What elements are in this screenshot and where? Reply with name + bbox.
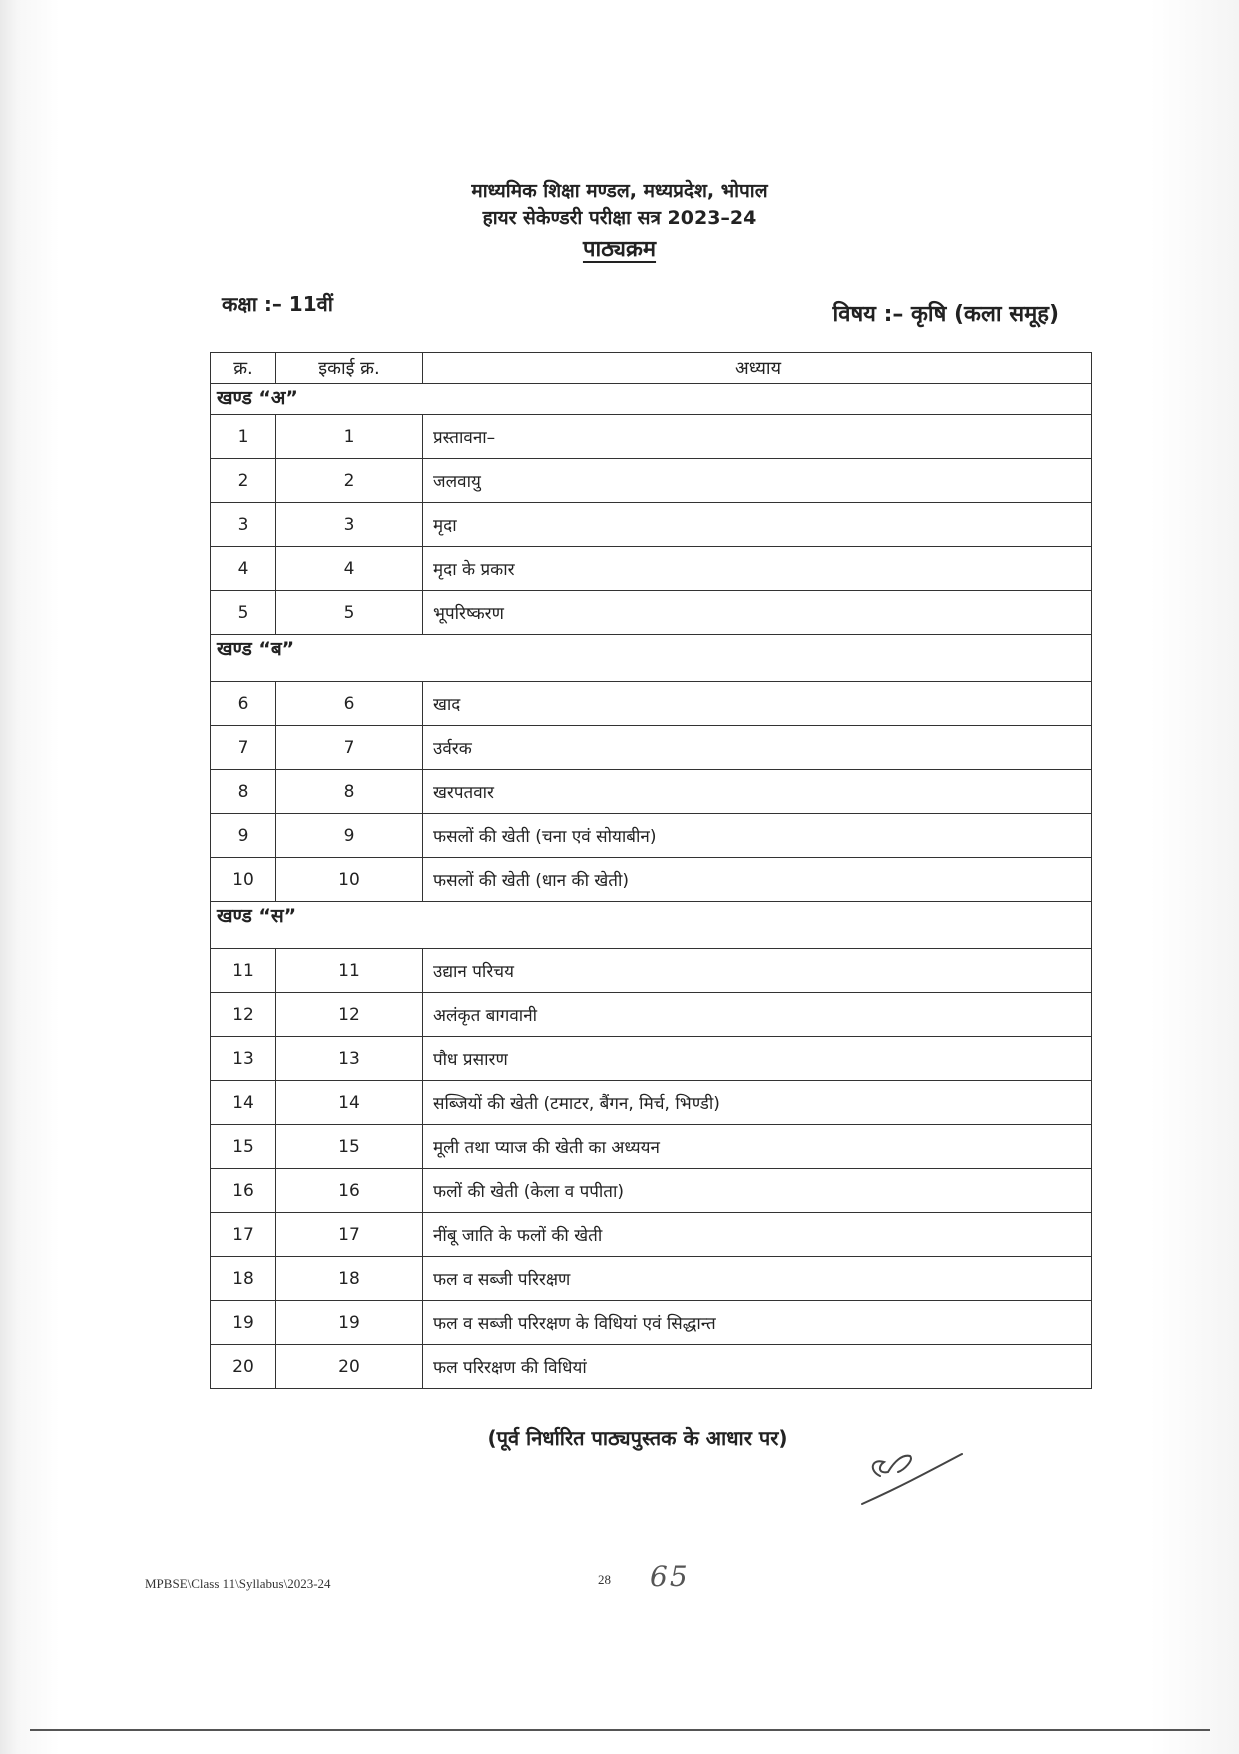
- cell-chapter: प्रस्तावना–: [423, 415, 1092, 459]
- class-label: कक्षा :– 11वीं: [222, 292, 333, 316]
- table-row: [211, 503, 1092, 547]
- cell-serial: 16: [211, 1169, 276, 1213]
- table-row: [211, 1301, 1092, 1345]
- cell-chapter: पौध प्रसारण: [423, 1037, 1092, 1081]
- cell-unit: 18: [276, 1257, 423, 1301]
- cell-serial: 13: [211, 1037, 276, 1081]
- table-row: [211, 858, 1092, 902]
- table-row: [211, 1345, 1092, 1389]
- cell-unit: 14: [276, 1081, 423, 1125]
- header-serial: क्र.: [211, 353, 276, 384]
- cell-chapter: जलवायु: [423, 459, 1092, 503]
- footer-page-number: 28: [598, 1572, 611, 1587]
- cell-serial: 6: [211, 682, 276, 726]
- table-row: [211, 591, 1092, 635]
- cell-chapter: सब्जियों की खेती (टमाटर, बैंगन, मिर्च, भिण्डी): [423, 1081, 1092, 1125]
- table-row: [211, 770, 1092, 814]
- section-title: खण्ड “ब”: [211, 635, 1092, 682]
- cell-unit: 5: [276, 591, 423, 635]
- cell-unit: 6: [276, 682, 423, 726]
- cell-chapter: फल व सब्जी परिरक्षण के विधियां एवं सिद्धान्त: [423, 1301, 1092, 1345]
- table-row: [211, 1037, 1092, 1081]
- cell-serial: 11: [211, 949, 276, 993]
- cell-unit: 12: [276, 993, 423, 1037]
- cell-chapter: फसलों की खेती (धान की खेती): [423, 858, 1092, 902]
- textbook-note: (पूर्व निर्धारित पाठ्यपुस्तक के आधार पर): [487, 1426, 788, 1450]
- cell-chapter: खरपतवार: [423, 770, 1092, 814]
- cell-serial: 3: [211, 503, 276, 547]
- table-row: [211, 993, 1092, 1037]
- cell-chapter: नींबू जाति के फलों की खेती: [423, 1213, 1092, 1257]
- cell-serial: 8: [211, 770, 276, 814]
- cell-serial: 17: [211, 1213, 276, 1257]
- cell-unit: 8: [276, 770, 423, 814]
- document-title: पाठ्यक्रम: [582, 237, 657, 262]
- cell-serial: 7: [211, 726, 276, 770]
- cell-chapter: अलंकृत बागवानी: [423, 993, 1092, 1037]
- cell-serial: 15: [211, 1125, 276, 1169]
- cell-serial: 18: [211, 1257, 276, 1301]
- cell-unit: 13: [276, 1037, 423, 1081]
- cell-unit: 1: [276, 415, 423, 459]
- table-row: [211, 1257, 1092, 1301]
- cell-unit: 15: [276, 1125, 423, 1169]
- cell-serial: 10: [211, 858, 276, 902]
- cell-chapter: भूपरिष्करण: [423, 591, 1092, 635]
- section-row: [211, 384, 1092, 415]
- subject-label: विषय :– कृषि (कला समूह): [832, 302, 1059, 327]
- table-row: [211, 415, 1092, 459]
- section-row: [211, 902, 1092, 949]
- board-name: माध्यमिक शिक्षा मण्डल, मध्यप्रदेश, भोपाल: [471, 180, 768, 202]
- table-row: [211, 682, 1092, 726]
- cell-unit: 2: [276, 459, 423, 503]
- cell-serial: 12: [211, 993, 276, 1037]
- document-header: [0, 178, 1239, 264]
- cell-serial: 4: [211, 547, 276, 591]
- cell-serial: 2: [211, 459, 276, 503]
- cell-chapter: मूली तथा प्याज की खेती का अध्ययन: [423, 1125, 1092, 1169]
- section-title: खण्ड “स”: [211, 902, 1092, 949]
- cell-unit: 4: [276, 547, 423, 591]
- cell-unit: 19: [276, 1301, 423, 1345]
- section-title: खण्ड “अ”: [211, 384, 1092, 415]
- section-row: [211, 635, 1092, 682]
- cell-serial: 19: [211, 1301, 276, 1345]
- cell-unit: 7: [276, 726, 423, 770]
- header-unit: इकाई क्र.: [276, 353, 423, 384]
- cell-chapter: उद्यान परिचय: [423, 949, 1092, 993]
- cell-chapter: फल व सब्जी परिरक्षण: [423, 1257, 1092, 1301]
- cell-unit: 11: [276, 949, 423, 993]
- table-row: [211, 1081, 1092, 1125]
- table-row: [211, 814, 1092, 858]
- table-row: [211, 1169, 1092, 1213]
- cell-serial: 1: [211, 415, 276, 459]
- cell-chapter: फसलों की खेती (चना एवं सोयाबीन): [423, 814, 1092, 858]
- footer-file-path: MPBSE\Class 11\Syllabus\2023-24: [145, 1576, 331, 1591]
- cell-serial: 5: [211, 591, 276, 635]
- cell-chapter: मृदा: [423, 503, 1092, 547]
- cell-serial: 20: [211, 1345, 276, 1389]
- table-row: [211, 1213, 1092, 1257]
- cell-unit: 17: [276, 1213, 423, 1257]
- cell-chapter: मृदा के प्रकार: [423, 547, 1092, 591]
- table-row: [211, 1125, 1092, 1169]
- cell-serial: 9: [211, 814, 276, 858]
- cell-chapter: खाद: [423, 682, 1092, 726]
- table-row: [211, 949, 1092, 993]
- footer-handwritten-number: 65: [650, 1560, 690, 1593]
- header-chapter: अध्याय: [423, 353, 1092, 384]
- cell-unit: 3: [276, 503, 423, 547]
- syllabus-table: [210, 352, 1092, 1389]
- bottom-divider: [30, 1729, 1210, 1731]
- cell-serial: 14: [211, 1081, 276, 1125]
- cell-unit: 16: [276, 1169, 423, 1213]
- cell-unit: 9: [276, 814, 423, 858]
- table-header-row: [211, 353, 1092, 384]
- cell-chapter: फलों की खेती (केला व पपीता): [423, 1169, 1092, 1213]
- cell-unit: 10: [276, 858, 423, 902]
- signature-mark: [858, 1432, 968, 1512]
- cell-chapter: उर्वरक: [423, 726, 1092, 770]
- cell-chapter: फल परिरक्षण की विधियां: [423, 1345, 1092, 1389]
- cell-unit: 20: [276, 1345, 423, 1389]
- exam-session: हायर सेकेण्डरी परीक्षा सत्र 2023–24: [482, 207, 757, 229]
- table-row: [211, 547, 1092, 591]
- table-row: [211, 726, 1092, 770]
- table-row: [211, 459, 1092, 503]
